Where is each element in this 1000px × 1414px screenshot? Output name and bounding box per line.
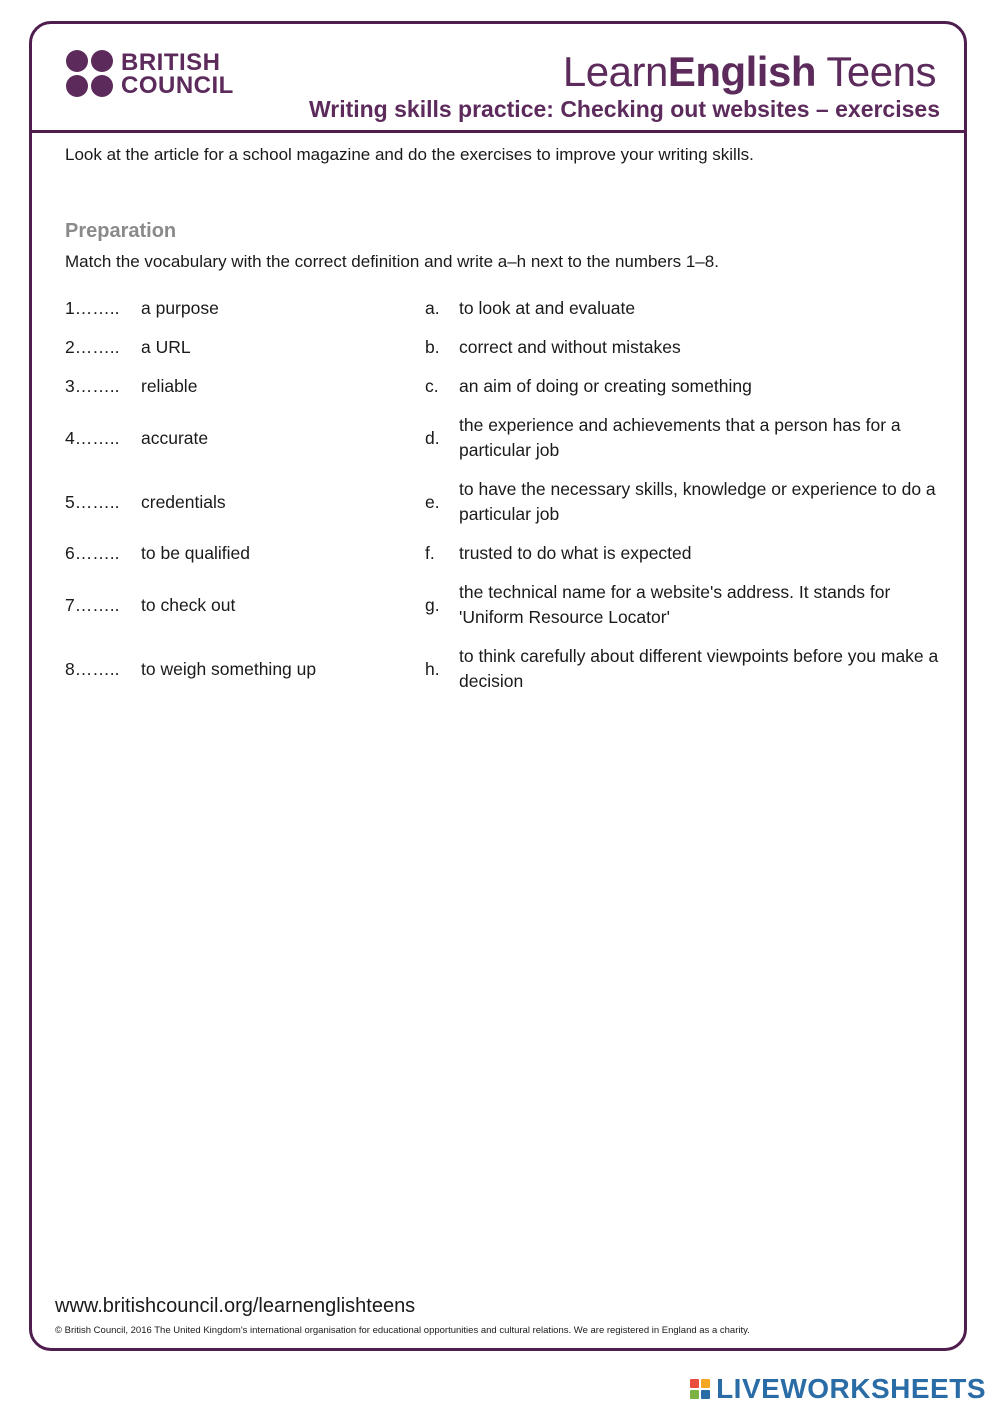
definition-text: the technical name for a website's address. It stands for 'Uniform Resource Locator' xyxy=(459,582,891,627)
document-title: Writing skills practice: Checking out websites – exercises xyxy=(308,96,940,122)
vocab-term: to be qualified xyxy=(141,543,250,563)
match-row xyxy=(65,413,945,463)
answer-blank[interactable]: 3…….. xyxy=(65,376,120,396)
answer-blank[interactable]: 1…….. xyxy=(65,298,120,318)
vocab-term: accurate xyxy=(141,427,209,448)
vocab-term: a purpose xyxy=(141,298,219,318)
match-row xyxy=(65,477,945,527)
instruction-text: Match the vocabulary with the correct definition and write a–h next to the numbers 1–8. xyxy=(65,252,719,271)
match-row xyxy=(65,644,945,694)
definition-letter: d. xyxy=(425,427,440,448)
definition-text: to think carefully about different viewpoints before you make a decision xyxy=(459,646,939,691)
definition-letter: b. xyxy=(425,337,440,357)
brand-english: English xyxy=(667,48,816,95)
answer-blank[interactable]: 6…….. xyxy=(65,543,120,563)
vocab-term: credentials xyxy=(141,491,226,512)
british-council-logo xyxy=(66,50,234,97)
definition-letter: a. xyxy=(425,298,440,318)
header-divider xyxy=(31,130,967,133)
match-row xyxy=(65,335,945,360)
brand-learn: Learn xyxy=(562,48,668,95)
answer-blank[interactable]: 5…….. xyxy=(65,491,120,512)
vocab-term: reliable xyxy=(141,376,198,396)
answer-blank[interactable]: 4…….. xyxy=(65,427,120,448)
vocabulary-match-list xyxy=(65,296,945,708)
answer-blank[interactable]: 2…….. xyxy=(65,337,120,357)
definition-letter: c. xyxy=(425,376,439,396)
definition-text: to have the necessary skills, knowledge or experience to do a particular job xyxy=(459,479,936,524)
learnenglish-teens-brand xyxy=(563,48,936,96)
definition-letter: g. xyxy=(425,594,440,615)
section-heading: Preparation xyxy=(65,220,177,242)
vocab-term: to weigh something up xyxy=(141,658,317,679)
definition-text: to look at and evaluate xyxy=(459,298,636,318)
match-row xyxy=(65,374,945,399)
vocab-term: a URL xyxy=(141,337,191,357)
match-row xyxy=(65,296,945,321)
definition-text: trusted to do what is expected xyxy=(459,543,692,563)
british-council-dots-icon xyxy=(66,50,113,97)
answer-blank[interactable]: 8…….. xyxy=(65,658,120,679)
footer-copyright: © British Council, 2016 The United Kingdom's international organisation for educational opportunities and cultural relations. We are registered in England as a charity. xyxy=(55,1325,750,1336)
liveworksheets-logo-icon xyxy=(690,1379,710,1399)
answer-blank[interactable]: 7…….. xyxy=(65,594,120,615)
watermark-text: LIVEWORKSHEETS xyxy=(716,1373,986,1404)
match-row xyxy=(65,580,945,630)
logo-line-2: COUNCIL xyxy=(121,71,234,99)
definition-text: correct and without mistakes xyxy=(459,337,681,357)
definition-letter: f. xyxy=(425,543,435,563)
liveworksheets-watermark xyxy=(690,1373,986,1405)
definition-letter: h. xyxy=(425,658,440,679)
brand-teens: Teens xyxy=(816,48,936,95)
intro-text: Look at the article for a school magazine and do the exercises to improve your writing skills. xyxy=(65,145,754,164)
logo-line-1: BRITISH xyxy=(121,48,221,76)
match-row xyxy=(65,541,945,566)
definition-text: an aim of doing or creating something xyxy=(459,376,752,396)
definition-text: the experience and achievements that a person has for a particular job xyxy=(459,415,901,460)
footer-url: www.britishcouncil.org/learnenglishteens xyxy=(55,1295,416,1317)
definition-letter: e. xyxy=(425,491,440,512)
vocab-term: to check out xyxy=(141,594,236,615)
